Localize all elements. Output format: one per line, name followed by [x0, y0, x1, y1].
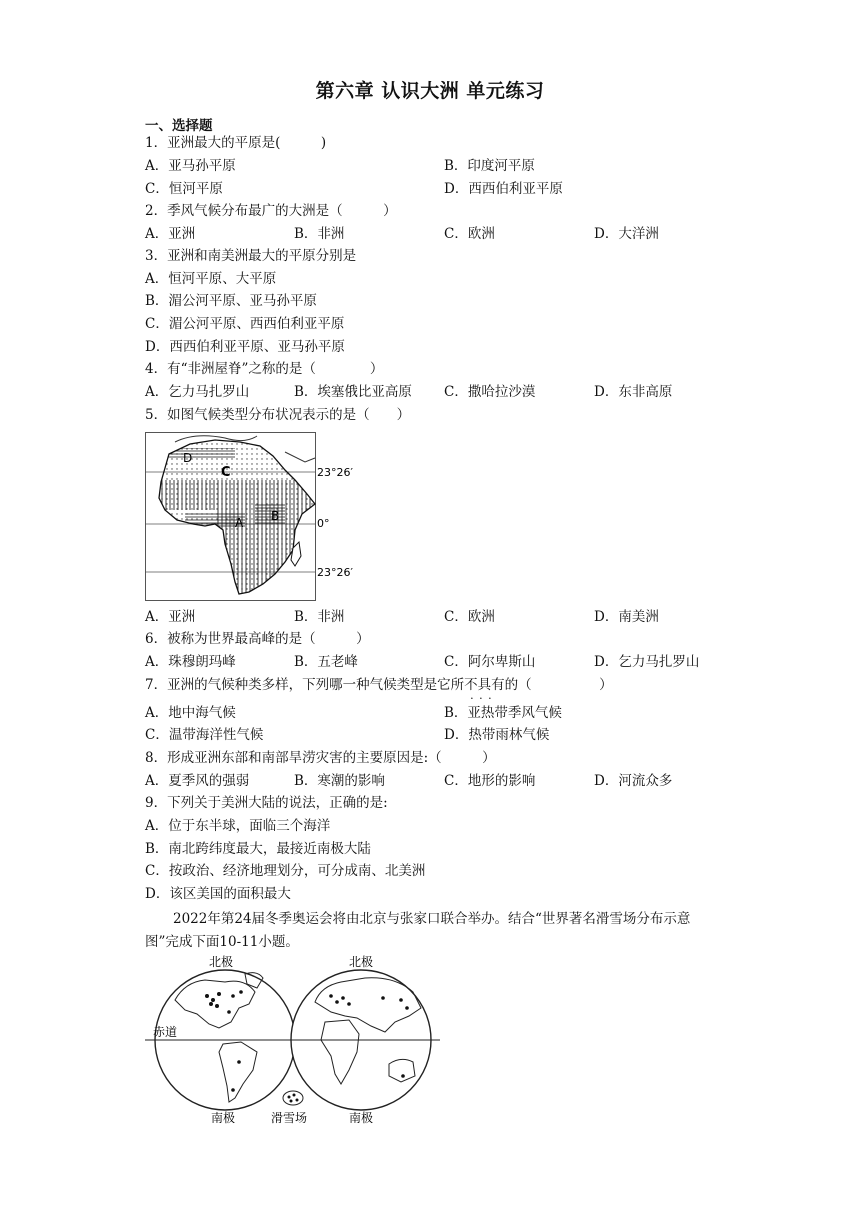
question-3-option-d: D．西西伯利亚平原、亚马孙平原: [145, 339, 345, 355]
question-4-option-a: A．乞力马扎罗山: [145, 384, 250, 400]
question-4-option-d: D．东非高原: [594, 384, 673, 400]
region-c-label: C: [221, 465, 231, 480]
question-7-option-d: D．热带雨林气候: [444, 727, 550, 743]
equator-label: 0°: [317, 517, 330, 530]
tropic-north-label: 23°26′: [317, 466, 353, 479]
page-title: 第六章 认识大洲 单元练习: [315, 80, 545, 102]
region-a-label: A: [235, 516, 244, 530]
region-b-label: B: [271, 509, 280, 523]
question-7-stem: [145, 676, 613, 694]
question-7-option-c: C．温带海洋性气候: [145, 727, 264, 743]
question-6-option-b: B．五老峰: [294, 654, 358, 670]
question-7-emphasis: 不具有 · · ·: [464, 677, 505, 693]
question-9-option-a: A．位于东半球，面临三个海洋: [145, 818, 331, 834]
question-4-stem: 4．有“非洲屋脊”之称的是（ ）: [145, 361, 384, 377]
question-8-option-d: D．河流众多: [594, 773, 673, 789]
south-pole-label-left: 南极: [211, 1111, 236, 1125]
context-paragraph: 2022年第24届冬季奥运会将由北京与张家口联合举办。结合“世界著名滑雪场分布示意图”完成下面10-11小题。: [145, 911, 691, 950]
ski-resort-world-map: [145, 952, 440, 1130]
region-d-label: D: [183, 451, 193, 465]
question-2-option-c: C．欧洲: [444, 226, 495, 242]
question-7-stem-pre: 7．亚洲的气候种类多样，下列哪一种气候类型是它所: [145, 677, 465, 693]
question-4-option-c: C．撒哈拉沙漠: [444, 384, 536, 400]
question-9-stem: 9．下列关于美洲大陆的说法，正确的是:: [145, 795, 388, 811]
question-1-option-d: D．西西伯利亚平原: [444, 181, 563, 197]
question-5-option-b: B．非洲: [294, 609, 345, 625]
question-7-option-a: A．地中海气候: [145, 705, 236, 721]
question-7-stem-post: 的（ ）: [504, 677, 613, 693]
question-1-option-a: A．亚马孙平原: [145, 158, 236, 174]
question-3-option-c: C．湄公河平原、西西伯利亚平原: [145, 316, 345, 332]
question-8-stem: 8．形成亚洲东部和南部旱涝灾害的主要原因是:（ ）: [145, 750, 496, 766]
question-4-option-b: B．埃塞俄比亚高原: [294, 384, 412, 400]
question-9-option-d: D．该区美国的面积最大: [145, 886, 291, 902]
question-6-stem: 6．被称为世界最高峰的是（ ）: [145, 631, 370, 647]
north-pole-label-right: 北极: [349, 955, 374, 969]
question-1-stem: 1．亚洲最大的平原是( ): [145, 135, 327, 151]
tropic-south-label: 23°26′: [317, 566, 353, 579]
equator-label-globe: 赤道: [153, 1025, 178, 1039]
africa-climate-map: [145, 432, 353, 602]
north-pole-label-left: 北极: [209, 955, 234, 969]
legend-ski-resort-label: 滑雪场: [271, 1111, 308, 1125]
question-7-option-b: B．亚热带季风气候: [444, 705, 562, 721]
question-3-option-b: B．湄公河平原、亚马孙平原: [145, 293, 317, 309]
question-3-option-a: A．恒河平原、大平原: [145, 271, 277, 287]
question-5-stem: 5．如图气候类型分布状况表示的是（ ）: [145, 407, 411, 423]
south-pole-label-right: 南极: [349, 1111, 374, 1125]
question-6-option-a: A．珠穆朗玛峰: [145, 654, 236, 670]
question-5-option-a: A．亚洲: [145, 609, 196, 625]
question-2-option-a: A．亚洲: [145, 226, 196, 242]
question-8-option-b: B．寒潮的影响: [294, 773, 385, 789]
question-9-option-c: C．按政治、经济地理划分，可分成南、北美洲: [145, 863, 426, 879]
question-2-option-b: B．非洲: [294, 226, 345, 242]
question-8-option-a: A．夏季风的强弱: [145, 773, 250, 789]
question-6-option-d: D．乞力马扎罗山: [594, 654, 700, 670]
legend-ski-resort-icon: [283, 1091, 303, 1105]
question-2-option-d: D．大洋洲: [594, 226, 659, 242]
question-2-stem: 2．季风气候分布最广的大洲是（ ）: [145, 203, 397, 219]
question-5-option-c: C．欧洲: [444, 609, 495, 625]
question-5-option-d: D．南美洲: [594, 609, 659, 625]
question-8-option-c: C．地形的影响: [444, 773, 536, 789]
question-3-stem: 3．亚洲和南美洲最大的平原分别是: [145, 248, 357, 264]
section-heading: 一、选择题: [145, 118, 213, 134]
question-6-option-c: C．阿尔卑斯山: [444, 654, 536, 670]
question-1-option-c: C．恒河平原: [145, 181, 223, 197]
question-9-option-b: B．南北跨纬度最大，最接近南极大陆: [145, 841, 371, 857]
question-1-option-b: B．印度河平原: [444, 158, 535, 174]
